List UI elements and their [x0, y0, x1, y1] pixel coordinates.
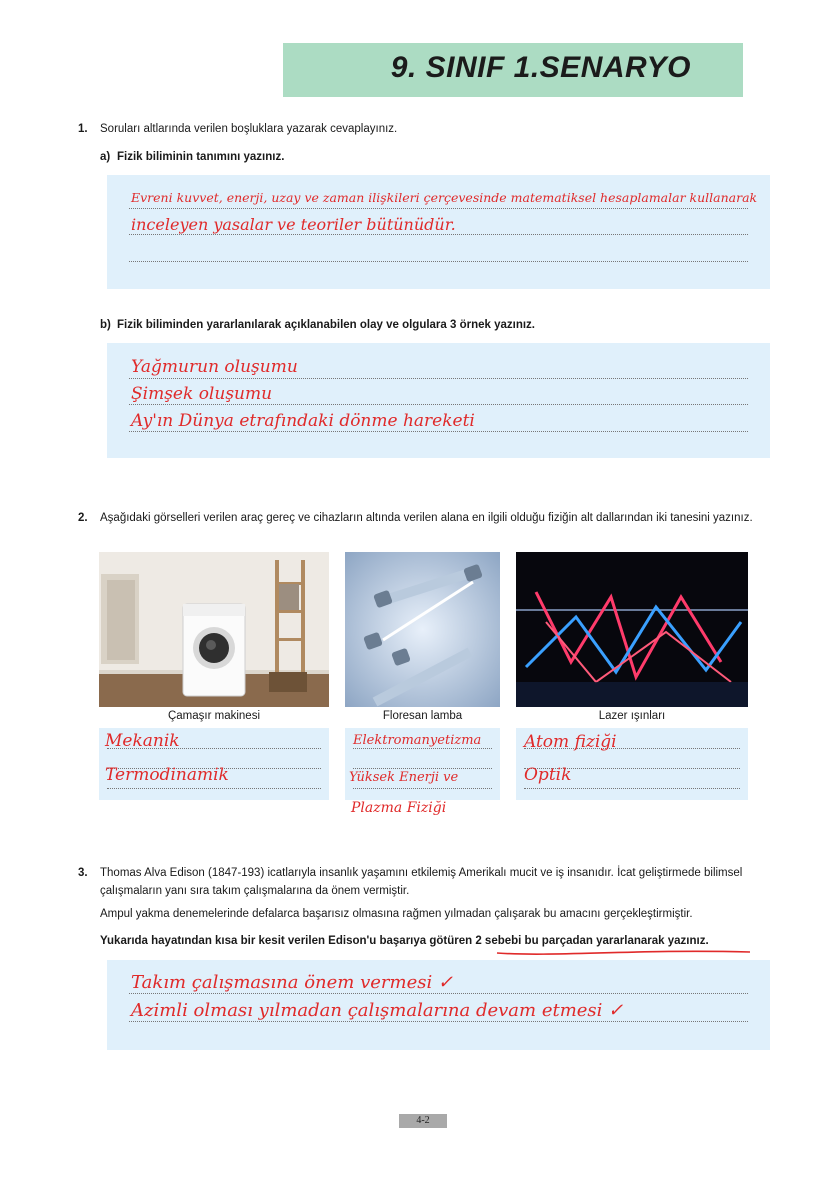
answer-2-1-line-1: Mekanik [105, 731, 180, 751]
answer-2-3-line-1: Atom fiziği [524, 732, 617, 752]
answer-1a-line-1: Evreni kuvvet, enerji, uzay ve zaman ilişkileri çerçevesinde matematiksel hesaplamalar kullanarak [131, 190, 758, 205]
question-3-prompt: Yukarıda hayatından kısa bir kesit verilen Edison'u başarıya götüren 2 sebebi bu parçadan yararlanarak yazınız. [100, 935, 709, 947]
laser-beams-image [516, 552, 748, 707]
question-2-number: 2. [78, 512, 88, 524]
answer-box-2-washing-machine [99, 728, 329, 800]
caption-washing-machine: Çamaşır makinesi [167, 710, 261, 722]
question-3-paragraph-1: Thomas Alva Edison (1847-193) icatlarıyla insanlık yaşamını etkilemiş Amerikalı mucit ve iş insanıdır. İcat geliştirmede bilimsel çalışmaların yanı sıra takım çalışmalarına da önem vermiştir. [100, 867, 743, 897]
answer-2-2-line-1: Elektromanyetizma [353, 733, 482, 748]
answer-box-1b [107, 343, 770, 458]
question-1-number: 1. [78, 123, 88, 135]
answer-2-2-line-2: Yüksek Enerji ve [349, 770, 459, 785]
question-3-number: 3. [78, 867, 88, 879]
answer-box-1a [107, 175, 770, 289]
answer-1a-line-2: inceleyen yasalar ve teoriler bütünüdür. [131, 215, 456, 234]
caption-fluorescent-lamp: Floresan lamba [382, 710, 463, 722]
prompt-underline [495, 946, 755, 958]
answer-1b-line-1: Yağmurun oluşumu [131, 357, 298, 377]
question-3-paragraph-2: Ampul yakma denemelerinde defalarca başarısız olmasına rağmen yılmadan çalışarak bu amacını gerçekleştirmiştir. [100, 908, 693, 920]
question-1a-prompt: Fizik biliminin tanımını yazınız. [117, 151, 285, 163]
answer-2-1-line-2: Termodinamik [105, 765, 229, 785]
answer-3-line-1: Takım çalışmasına önem vermesi ✓ [131, 972, 454, 993]
answer-box-2-laser-beams [516, 728, 748, 800]
question-1a-label: a) [100, 151, 111, 163]
question-1b-label: b) [100, 319, 111, 331]
page-title: 9. SINIF 1.SENARYO [390, 51, 691, 84]
washing-machine-image [99, 552, 329, 707]
page-number: 4-2 [399, 1114, 447, 1128]
answer-2-3-line-2: Optik [524, 765, 572, 785]
question-1-instruction: Soruları altlarında verilen boşluklara yazarak cevaplayınız. [100, 123, 398, 135]
fluorescent-lamp-image [345, 552, 500, 707]
page-title-bar [283, 43, 743, 97]
caption-laser-beams: Lazer ışınları [598, 710, 666, 722]
answer-box-3 [107, 960, 770, 1050]
answer-3-line-2: Azimli olması yılmadan çalışmalarına devam etmesi ✓ [131, 1000, 624, 1021]
answer-1b-line-3: Ay'ın Dünya etrafındaki dönme hareketi [131, 411, 475, 431]
answer-2-2-line-3: Plazma Fiziği [351, 800, 447, 816]
question-2-prompt: Aşağıdaki görselleri verilen araç gereç ve cihazların altında verilen alana en ilgili olduğu fiziğin alt dallarından iki tanesini yazınız. [100, 512, 753, 524]
answer-box-2-fluorescent-lamp [345, 728, 500, 800]
answer-1b-line-2: Şimşek oluşumu [131, 384, 273, 404]
question-1b-prompt: Fizik biliminden yararlanılarak açıklanabilen olay ve olgulara 3 örnek yazınız. [117, 319, 535, 331]
